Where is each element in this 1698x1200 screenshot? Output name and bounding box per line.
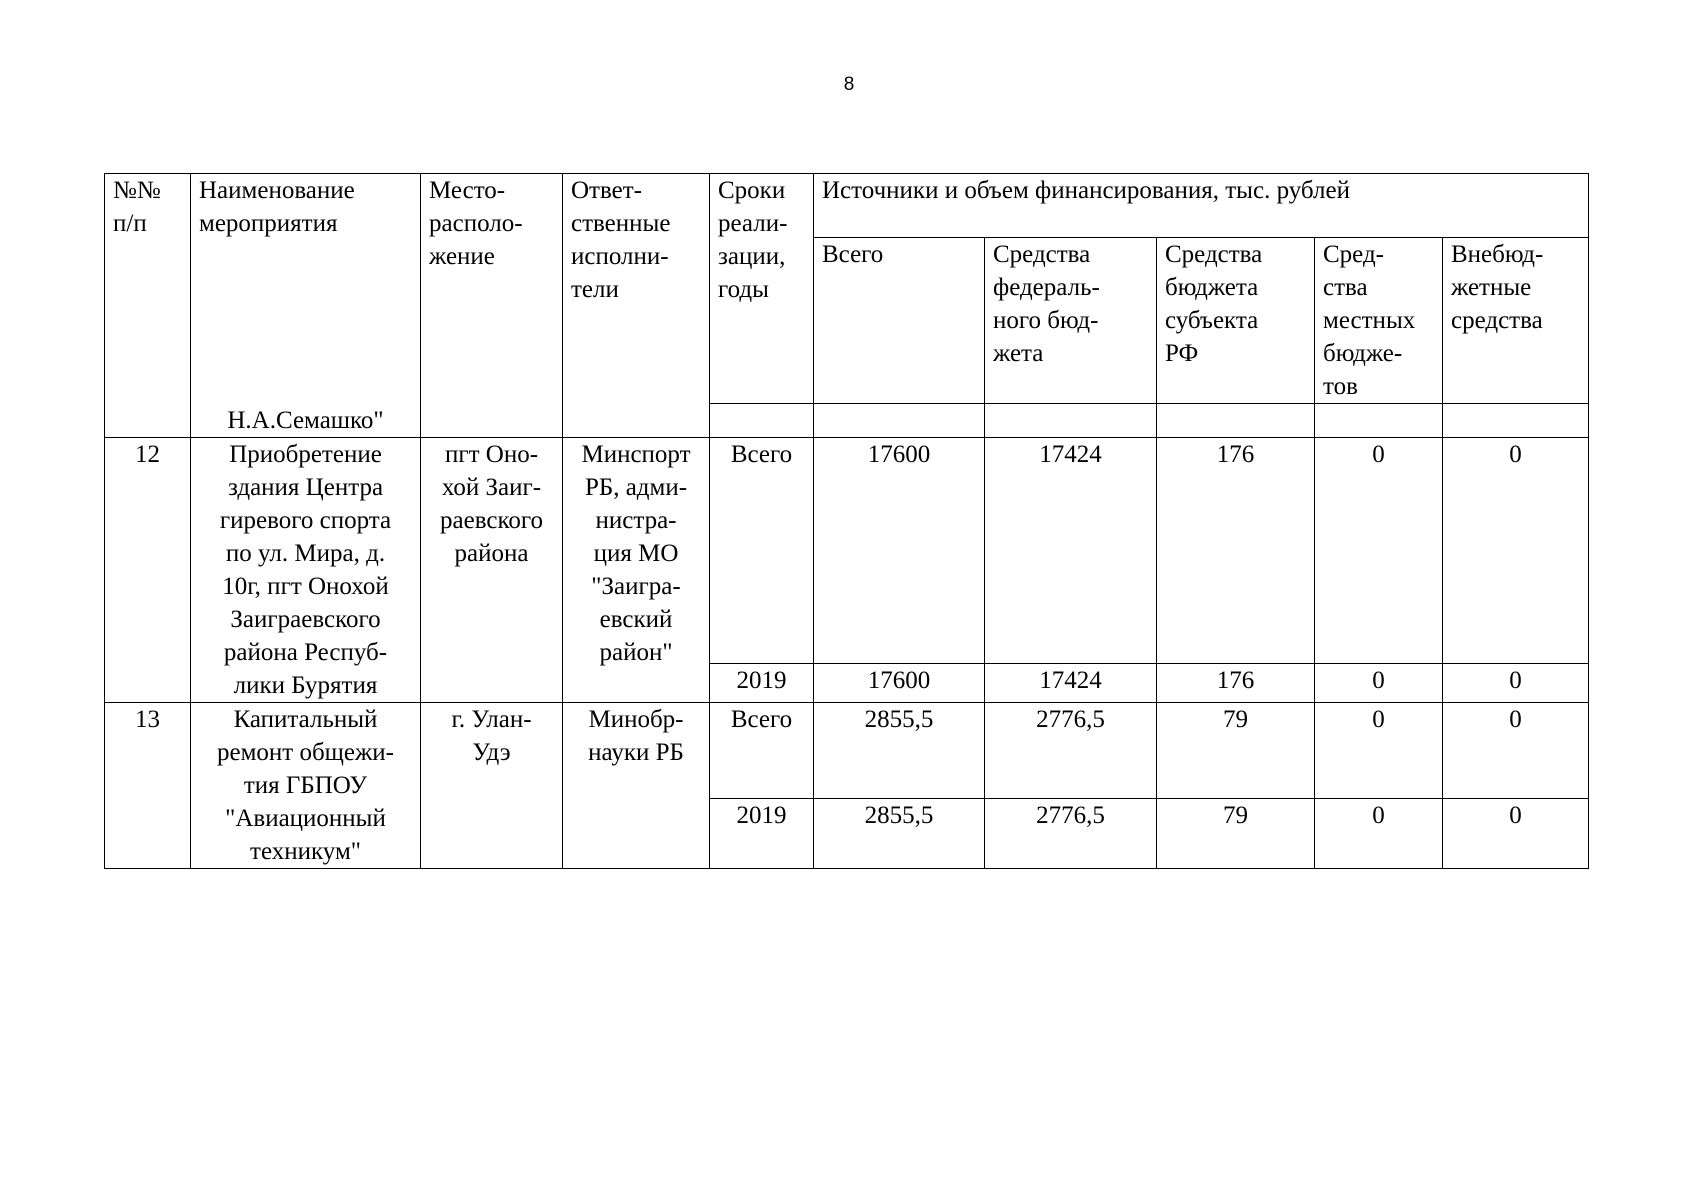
header-federal: Средства федераль- ного бюд- жета	[985, 238, 1157, 404]
empty-cell	[1315, 404, 1443, 438]
row-total: 17600	[814, 438, 985, 664]
row-name: Капитальный ремонт общежи- тия ГБПОУ "Авиационный техникум"	[191, 703, 421, 869]
row-region: 176	[1157, 438, 1315, 664]
financing-table	[104, 173, 1589, 869]
header-name-label: Наименование мероприятия	[199, 177, 355, 237]
table-row	[105, 438, 1589, 664]
header-location: Место- располо- жение	[421, 174, 563, 438]
page-number: 8	[843, 74, 855, 95]
row-extra: 0	[1443, 663, 1589, 702]
row-extra: 0	[1443, 438, 1589, 664]
empty-cell	[985, 404, 1157, 438]
row-total: 2855,5	[814, 799, 985, 869]
row-name: Приобретение здания Центра гиревого спорта по ул. Мира, д. 10г, пгт Онохой Заиграевского района Респуб- лики Бурятия	[191, 438, 421, 703]
header-total: Всего	[814, 238, 985, 404]
header-row-1	[105, 174, 1589, 238]
row-region: 79	[1157, 703, 1315, 799]
row-total: 17600	[814, 663, 985, 702]
row-period: 2019	[710, 799, 814, 869]
row-region: 79	[1157, 799, 1315, 869]
table-row	[105, 703, 1589, 799]
row-responsible: Минспорт РБ, адми- нистра- ция МО "Заигра- евский район"	[563, 438, 710, 703]
row-period: Всего	[710, 438, 814, 664]
row-federal: 2776,5	[985, 703, 1157, 799]
row-local: 0	[1315, 703, 1443, 799]
header-local: Сред- ства местных бюдже- тов	[1315, 238, 1443, 404]
row-responsible: Минобр- науки РБ	[563, 703, 710, 869]
header-extra: Внебюд- жетные средства	[1443, 238, 1589, 404]
previous-item-name-tail: Н.А.Семашко"	[227, 407, 384, 434]
empty-cell	[1443, 404, 1589, 438]
header-number: №№ п/п	[105, 174, 191, 438]
row-federal: 2776,5	[985, 799, 1157, 869]
row-local: 0	[1315, 663, 1443, 702]
header-name	[191, 174, 421, 438]
row-number: 12	[105, 438, 191, 703]
row-federal: 17424	[985, 663, 1157, 702]
empty-cell	[814, 404, 985, 438]
row-local: 0	[1315, 438, 1443, 664]
row-location: г. Улан- Удэ	[421, 703, 563, 869]
row-period: Всего	[710, 703, 814, 799]
row-federal: 17424	[985, 438, 1157, 664]
header-funding: Источники и объем финансирования, тыс. рублей	[814, 174, 1589, 238]
row-extra: 0	[1443, 703, 1589, 799]
header-responsible: Ответ- ственные исполни- тели	[563, 174, 710, 438]
row-extra: 0	[1443, 799, 1589, 869]
empty-cell	[710, 404, 814, 438]
header-period: Сроки реали- зации, годы	[710, 174, 814, 404]
row-number: 13	[105, 703, 191, 869]
row-local: 0	[1315, 799, 1443, 869]
empty-cell	[1157, 404, 1315, 438]
row-location: пгт Оно- хой Заиг- раевского района	[421, 438, 563, 703]
row-region: 176	[1157, 663, 1315, 702]
row-total: 2855,5	[814, 703, 985, 799]
header-region: Средства бюджета субъекта РФ	[1157, 238, 1315, 404]
row-period: 2019	[710, 663, 814, 702]
